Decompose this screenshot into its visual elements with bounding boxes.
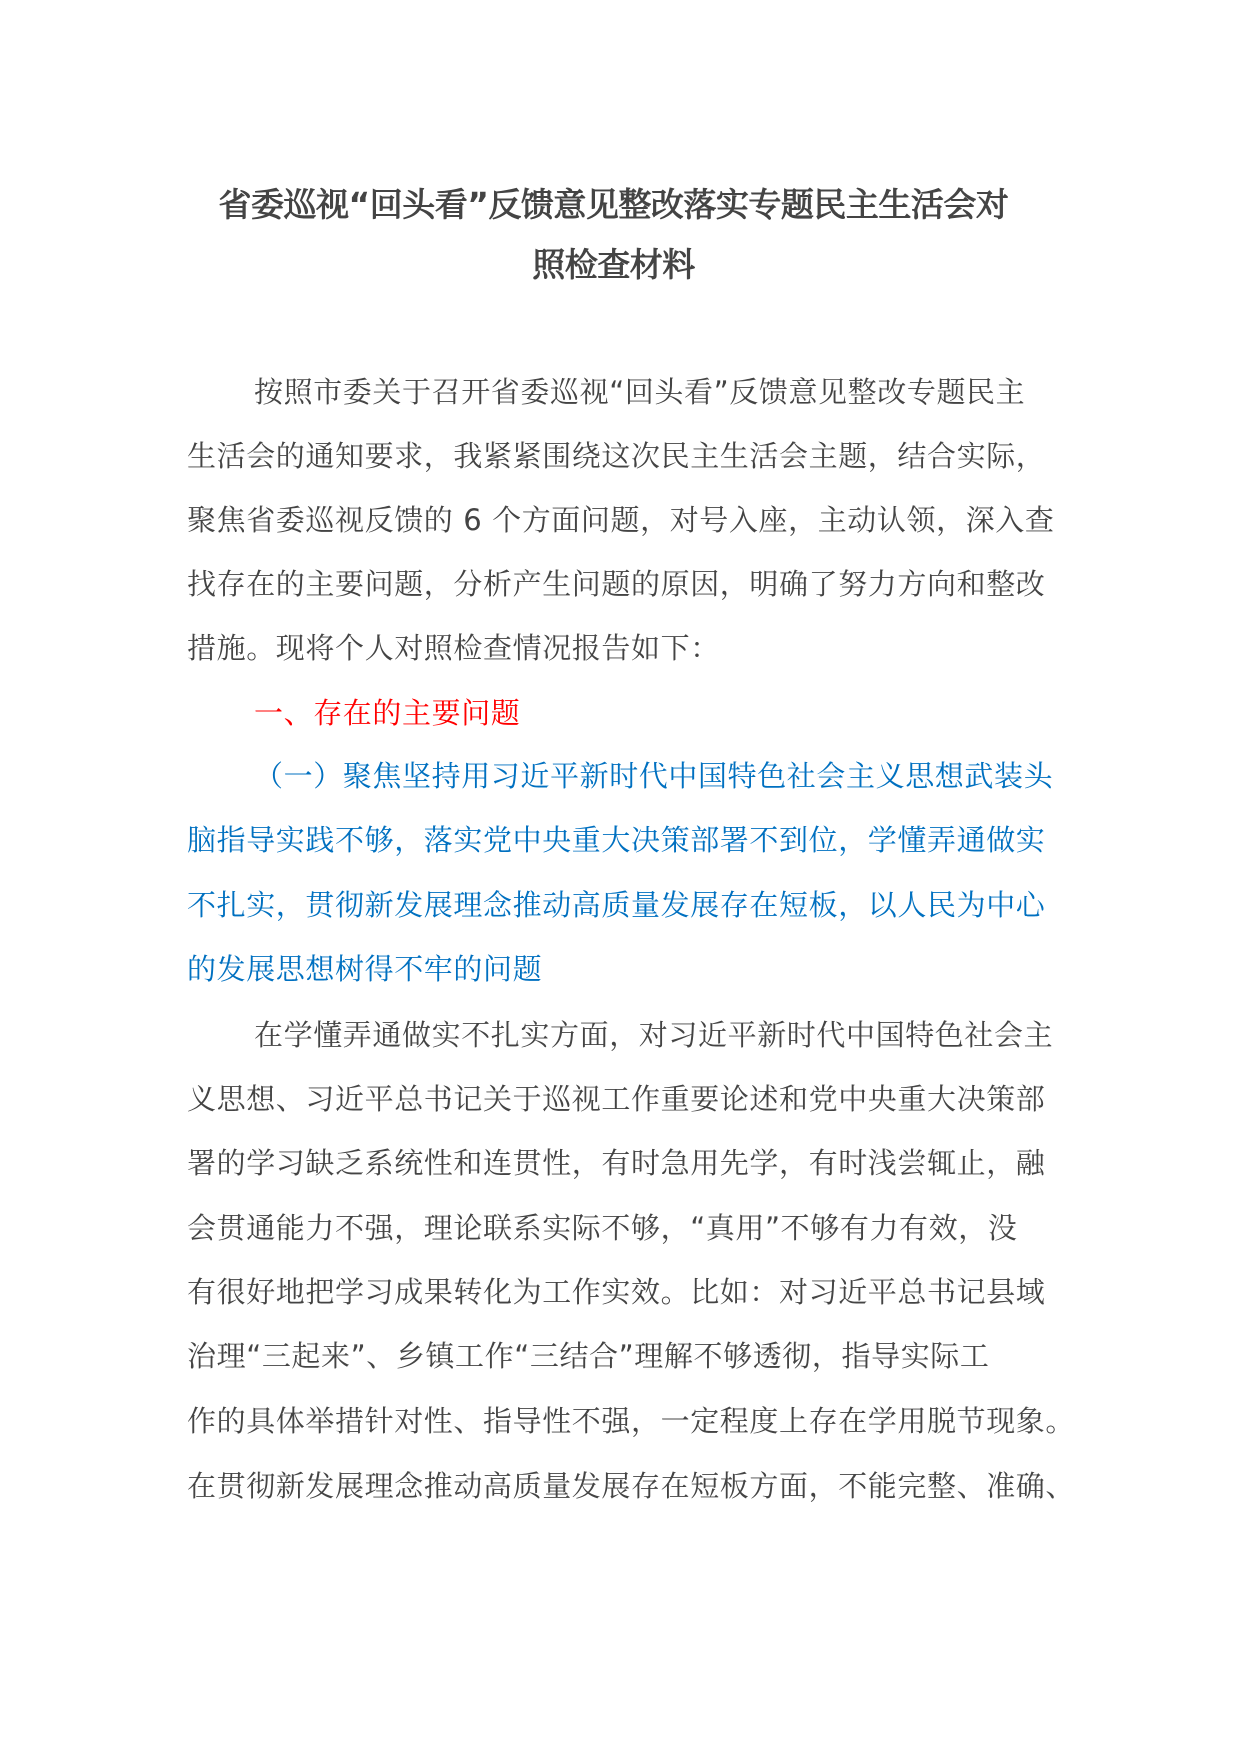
subsection-heading-line: 脑指导实践不够，落实党中央重大决策部署不到位，学懂弄通做实 — [187, 823, 1046, 857]
intro-line: 按照市委关于召开省委巡视“回头看”反馈意见整改专题民主 — [254, 375, 1026, 409]
section-heading: 一、存在的主要问题 — [254, 696, 521, 730]
body-line: 作的具体举措针对性、指导性不强，一定程度上存在学用脱节现象。 — [187, 1404, 1076, 1438]
body-line: 义思想、习近平总书记关于巡视工作重要论述和党中央重大决策部 — [187, 1082, 1046, 1116]
intro-line: 生活会的通知要求，我紧紧围绕这次民主生活会主题，结合实际， — [187, 439, 1046, 473]
document-title-line-1: 省委巡视“回头看”反馈意见整改落实专题民主生活会对 — [218, 185, 1009, 224]
body-line: 在贯彻新发展理念推动高质量发展存在短板方面，不能完整、准确、 — [187, 1469, 1076, 1503]
body-line: 治理“三起来”、乡镇工作“三结合”理解不够透彻，指导实际工 — [187, 1339, 990, 1373]
intro-line: 找存在的主要问题，分析产生问题的原因，明确了努力方向和整改 — [187, 567, 1046, 601]
document-title-line-2: 照检查材料 — [532, 245, 695, 284]
intro-line: 措施。现将个人对照检查情况报告如下： — [187, 631, 720, 665]
body-line: 署的学习缺乏系统性和连贯性，有时急用先学，有时浅尝辄止，融 — [187, 1146, 1046, 1180]
subsection-heading-line: （一）聚焦坚持用习近平新时代中国特色社会主义思想武装头 — [254, 759, 1054, 793]
body-line: 会贯通能力不强，理论联系实际不够，“真用”不够有力有效，没 — [187, 1211, 1018, 1245]
body-line: 在学懂弄通做实不扎实方面，对习近平新时代中国特色社会主 — [254, 1018, 1054, 1052]
intro-line: 聚焦省委巡视反馈的 6 个方面问题，对号入座，主动认领，深入查 — [187, 503, 1055, 537]
subsection-heading-line: 不扎实，贯彻新发展理念推动高质量发展存在短板，以人民为中心 — [187, 888, 1046, 922]
body-line: 有很好地把学习成果转化为工作实效。比如：对习近平总书记县域 — [187, 1275, 1046, 1309]
subsection-heading-line: 的发展思想树得不牢的问题 — [187, 952, 543, 986]
